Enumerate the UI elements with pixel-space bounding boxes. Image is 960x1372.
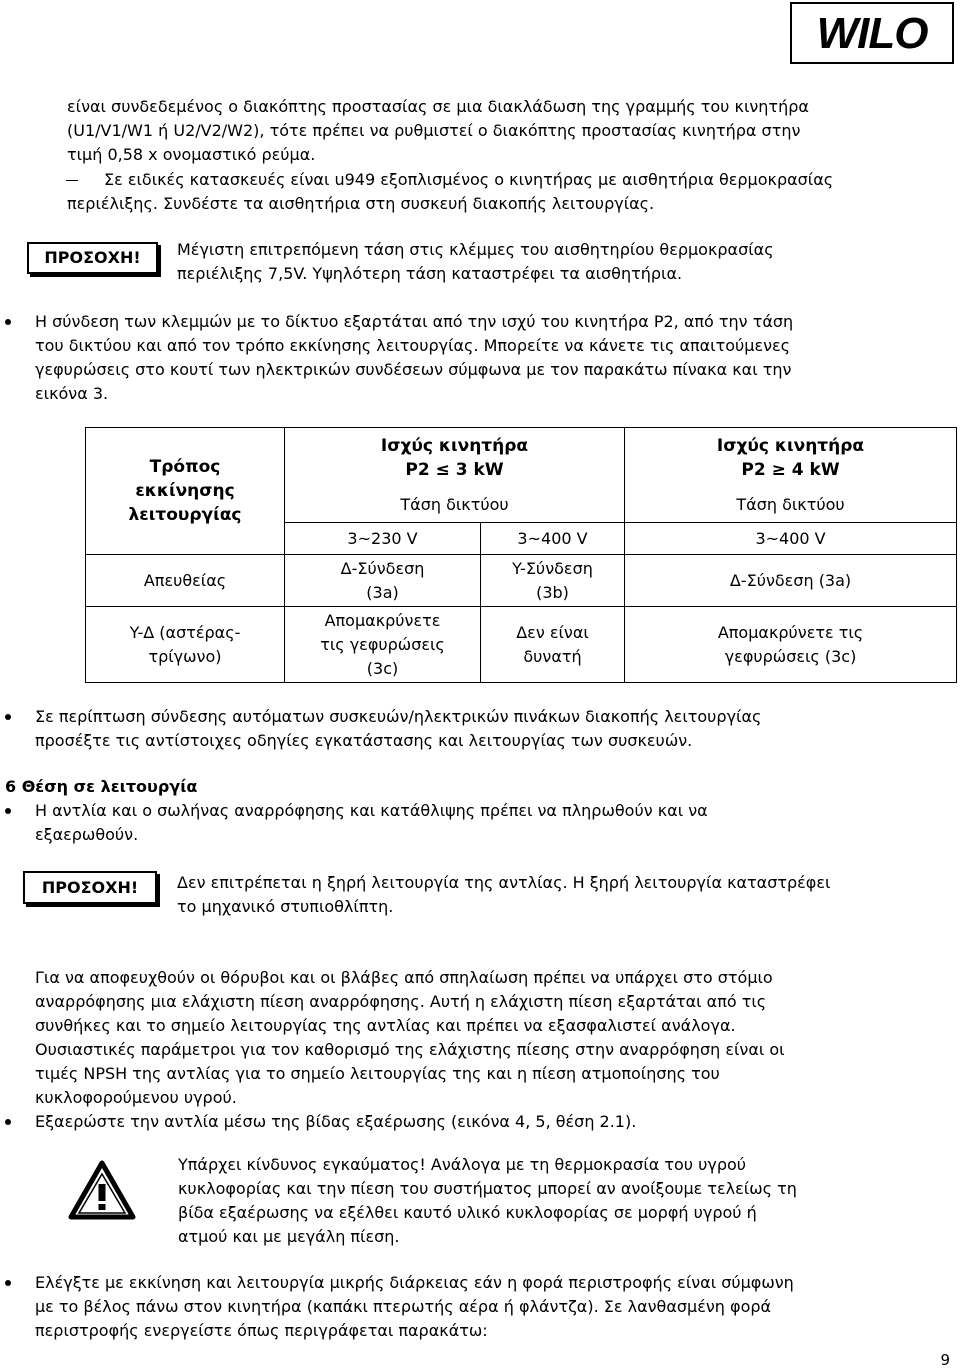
caution-label: ΠΡΟΣΟΧΗ! bbox=[44, 248, 141, 267]
npsh-line-4: Ουσιαστικές παράμετροι για τον καθορισμό της ελάχιστης πίεσης στην αναρρόφηση είναι οι bbox=[35, 1040, 785, 1059]
star-230-cell bbox=[285, 607, 481, 683]
direct-400-large-cell: Δ-Σύνδεση (3a) bbox=[625, 555, 957, 607]
hazard-line-2: κυκλοφορίας και την πίεση του συστήματος μπορεί αν ανοίξουμε τελείως τη bbox=[178, 1179, 797, 1198]
cell-line: δυνατή bbox=[523, 646, 582, 666]
intro-line-2: (U1/V1/W1 ή U2/V2/W2), τότε πρέπει να ρυθμιστεί ο διακόπτης προστασίας κινητήρα στην bbox=[67, 121, 801, 140]
npsh-line-1: Για να αποφευχθούν οι θόρυβοι και οι βλάβες από σπηλαίωση πρέπει να υπάρχει στο στόμιο bbox=[35, 968, 773, 987]
row-direct-label: Απευθείας bbox=[86, 555, 285, 607]
bullet1-line-3: γεφυρώσεις στο κουτί των ηλεκτρικών συνδέσεων σύμφωνα με τον παρακάτω πίνακα και την bbox=[35, 360, 792, 379]
section-heading: 6 Θέση σε λειτουργία bbox=[5, 777, 198, 796]
bullet4-line-2: με το βέλος πάνω στον κινητήρα (καπάκι πτερωτής αέρα ή φλάντζα). Σε λανθασμένη φορά bbox=[35, 1297, 772, 1316]
star-400-cell bbox=[481, 607, 625, 683]
bullet3-text: Εξαερώστε την αντλία μέσω της βίδας εξαέρωσης (εικόνα 4, 5, θέση 2.1). bbox=[35, 1112, 637, 1131]
cell-line: τις γεφυρώσεις bbox=[320, 634, 445, 654]
intro-line-1: είναι συνδεδεμένος ο διακόπτης προστασίας σε μια διακλάδωση της γραμμής του κινητήρα bbox=[67, 97, 809, 116]
dash-marker bbox=[66, 180, 78, 181]
start-mode-header bbox=[86, 428, 285, 555]
voltage-400-small: 3~400 V bbox=[481, 523, 625, 555]
direct-230-cell bbox=[285, 555, 481, 607]
bullet1-line-2: του δικτύου και από τον τρόπο εκκίνησης λειτουργίας. Μπορείτε να κάνετε τις απαιτούμενες bbox=[35, 336, 791, 355]
bullet-marker bbox=[5, 1119, 11, 1125]
npsh-line-3: συνθήκες και το σημείο λειτουργίας της αντλίας και πρέπει να εξασφαλιστεί ανάλογα. bbox=[35, 1016, 736, 1035]
caution-text-line-2: περιέλιξης 7,5V. Υψηλότερη τάση καταστρέφει τα αισθητήρια. bbox=[177, 264, 683, 283]
bullet2-line-1: Σε περίπτωση σύνδεσης αυτόματων συσκευών/ηλεκτρικών πινάκων διακοπής λειτουργίας bbox=[35, 707, 762, 726]
cell-line: γεφυρώσεις (3c) bbox=[724, 646, 857, 666]
dash-item-line-1: Σε ειδικές κατασκευές είναι u949 εξοπλισμένος ο κινητήρας με αισθητήρια θερμοκρασίας bbox=[104, 170, 834, 189]
cell-line: Απομακρύνετε τις bbox=[717, 622, 864, 642]
npsh-line-2: αναρρόφησης μια ελάχιστη πίεση αναρρόφησης. Αυτή η ελάχιστη πίεση εξαρτάται από τις bbox=[35, 992, 767, 1011]
direct-400-cell bbox=[481, 555, 625, 607]
power-large-header bbox=[625, 428, 957, 488]
section6-line-1: Η αντλία και ο σωλήνας αναρρόφησης και κατάθλιψης πρέπει να πληρωθούν και να bbox=[35, 801, 708, 820]
row-star-delta-label bbox=[86, 607, 285, 683]
star-400-large-cell bbox=[625, 607, 957, 683]
logo-text: WILO bbox=[816, 9, 928, 57]
voltage-230: 3~230 V bbox=[285, 523, 481, 555]
hazard-line-4: ατμού και με μεγάλη πίεση. bbox=[178, 1227, 400, 1246]
caution2-text-line-2: το μηχανικό στυπιοθλίπτη. bbox=[177, 897, 394, 916]
connection-table bbox=[85, 427, 957, 683]
bullet1-line-1: Η σύνδεση των κλεμμών με το δίκτυο εξαρτάται από την ισχύ του κινητήρα P2, από την τάση bbox=[35, 312, 794, 331]
caution-text-line-1: Μέγιστη επιτρεπόμενη τάση στις κλέμμες του αισθητηρίου θερμοκρασίας bbox=[177, 240, 774, 259]
wilo-logo-mark bbox=[797, 9, 947, 57]
npsh-line-5: τιμές NPSH της αντλίας για το σημείο λειτουργίας της και η πίεση ατμοποίησης του bbox=[35, 1064, 720, 1083]
caution-box bbox=[27, 242, 158, 274]
cell-line: (3b) bbox=[536, 582, 569, 602]
caution-box bbox=[23, 871, 157, 904]
page-number: 9 bbox=[940, 1351, 950, 1369]
cell-line: Δ-Σύνδεση bbox=[340, 558, 425, 578]
hazard-line-3: βίδα εξαέρωσης να εξέλθει καυτό υλικό κυκλοφορίας σε μορφή υγρού ή bbox=[178, 1203, 757, 1222]
bullet-marker bbox=[5, 319, 11, 325]
npsh-line-6: κυκλοφορούμενου υγρού. bbox=[35, 1088, 237, 1107]
power-small-header bbox=[285, 428, 625, 488]
bullet-marker bbox=[5, 1280, 11, 1286]
caution2-text-line-1: Δεν επιτρέπεται η ξηρή λειτουργία της αντλίας. Η ξηρή λειτουργία καταστρέφει bbox=[177, 873, 831, 892]
cell-line: Y-Σύνδεση bbox=[512, 558, 593, 578]
bullet1-line-4: εικόνα 3. bbox=[35, 384, 109, 403]
section6-line-2: εξαερωθούν. bbox=[35, 825, 139, 844]
power-small-line: Ισχύς κινητήρα bbox=[380, 435, 529, 456]
hazard-line-1: Υπάρχει κίνδυνος εγκαύματος! Ανάλογα με τη θερμοκρασία του υγρού bbox=[178, 1155, 747, 1174]
bullet-marker bbox=[5, 808, 11, 814]
wilo-logo bbox=[790, 2, 954, 64]
power-large-line: P2 ≥ 4 kW bbox=[741, 459, 840, 480]
caution-label: ΠΡΟΣΟΧΗ! bbox=[41, 877, 139, 897]
start-mode-header-line: Τρόπος bbox=[149, 457, 221, 477]
cell-line: (3a) bbox=[366, 582, 399, 602]
cell-line: Δεν είναι bbox=[516, 622, 589, 642]
power-small-line: P2 ≤ 3 kW bbox=[405, 459, 504, 480]
voltage-400-large: 3~400 V bbox=[625, 523, 957, 555]
bullet4-line-1: Ελέγξτε με εκκίνηση και λειτουργία μικρής διάρκειας εάν η φορά περιστροφής είναι σύμφωνη bbox=[35, 1273, 794, 1292]
cell-line: Απομακρύνετε bbox=[324, 610, 441, 630]
intro-line-3: τιμή 0,58 x ονομαστικό ρεύμα. bbox=[67, 145, 316, 164]
bullet4-line-3: περιστροφής ενεργείστε όπως περιγράφεται παρακάτω: bbox=[35, 1321, 488, 1340]
bullet2-line-2: προσέξτε τις αντίστοιχες οδηγίες εγκατάστασης και λειτουργίας των συσκευών. bbox=[35, 731, 693, 750]
cell-line: τρίγωνο) bbox=[148, 646, 222, 666]
warning-triangle-icon bbox=[68, 1160, 136, 1220]
bullet-marker bbox=[5, 714, 11, 720]
start-mode-header-line: εκκίνησης bbox=[135, 481, 235, 501]
mains-voltage-label: Τάση δικτύου bbox=[625, 488, 957, 523]
cell-line: Y-Δ (αστέρας- bbox=[129, 622, 241, 642]
dash-item-line-2: περιέλιξης. Συνδέστε τα αισθητήρια στη συσκευή διακοπής λειτουργίας. bbox=[67, 194, 655, 213]
power-large-line: Ισχύς κινητήρα bbox=[716, 435, 865, 456]
mains-voltage-label: Τάση δικτύου bbox=[285, 488, 625, 523]
cell-line: (3c) bbox=[366, 658, 399, 678]
start-mode-header-line: λειτουργίας bbox=[128, 505, 242, 525]
